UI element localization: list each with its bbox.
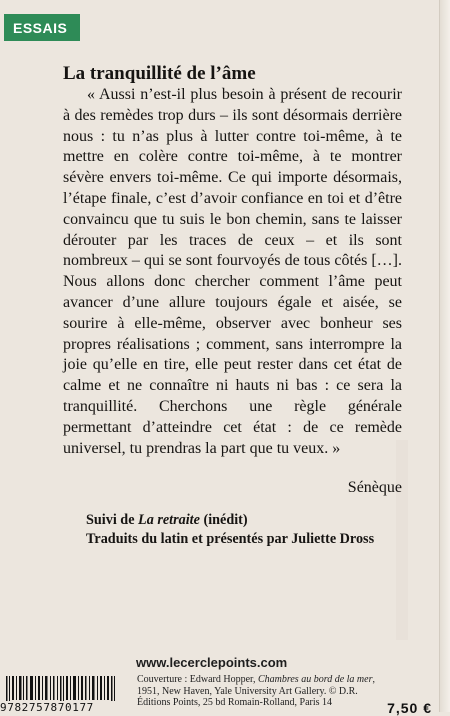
barcode-digits: 9782757870177 [0,701,130,714]
cover-credit-line2: 1951, New Haven, Yale University Art Gallery. © D.R. [137,685,358,697]
barcode-icon [0,676,130,702]
cover-credit-line3: Éditions Points, 25 bd Romain-Rolland, Paris 14 [137,697,333,708]
publisher-website[interactable]: www.lecerclepoints.com [136,655,288,670]
follow-up-prefix: Suivi de [86,512,135,528]
book-title: La tranquillité de l’âme [63,63,256,84]
collection-badge: ESSAIS [4,14,80,41]
spine-shadow [396,440,408,640]
follow-up-title: La retraite [138,512,200,528]
translation-credit: Traduits du latin et présentés par Juliette Dross [86,531,375,547]
follow-up-note: (inédit) [203,512,248,528]
cover-credit [137,674,375,709]
cover-credit-artwork: Chambres au bord de la mer [257,674,373,685]
cover-credit-comma: , [372,674,375,685]
book-spine-edge [439,0,450,712]
quote-paragraph: « Aussi n’est-il plus besoin à présent de recourir à des remèdes trop durs – ils sont désormais derrière nous : tu n’as plus à lutter contre toi-même, à te mettre en colère contre toi-même, à te montrer sévère envers toi-même. Ce qui importe désormais, l’étape finale, c’est d’avoir confiance en toi et d’être convaincu que tu suis le bon chemin, sans te laisser dérouter par les traces de ceux – et ils sont nombreux – qui se sont fourvoyés de tous côtés […]. Nous allons donc chercher comment l’âme peut avancer d’une allure toujours égale et aisée, se sourire à elle-même, observer avec bonheur ses propres réalisations ; comment, sans interrompre la joie qu’elle en tire, elle peut rester dans cet état de calme et ne connaître ni hauts ni bas : ce sera la tranquillité. Cherchons une règle générale permettant d’atteindre cet état : de ce remède universel, tu prendras la part que tu veux. » [63,86,402,457]
price: 7,50 € [387,700,432,716]
cover-credit-label: Couverture : Edward Hopper, [137,674,256,685]
author-name: Sénèque [347,479,402,496]
follow-up-line [86,511,248,530]
